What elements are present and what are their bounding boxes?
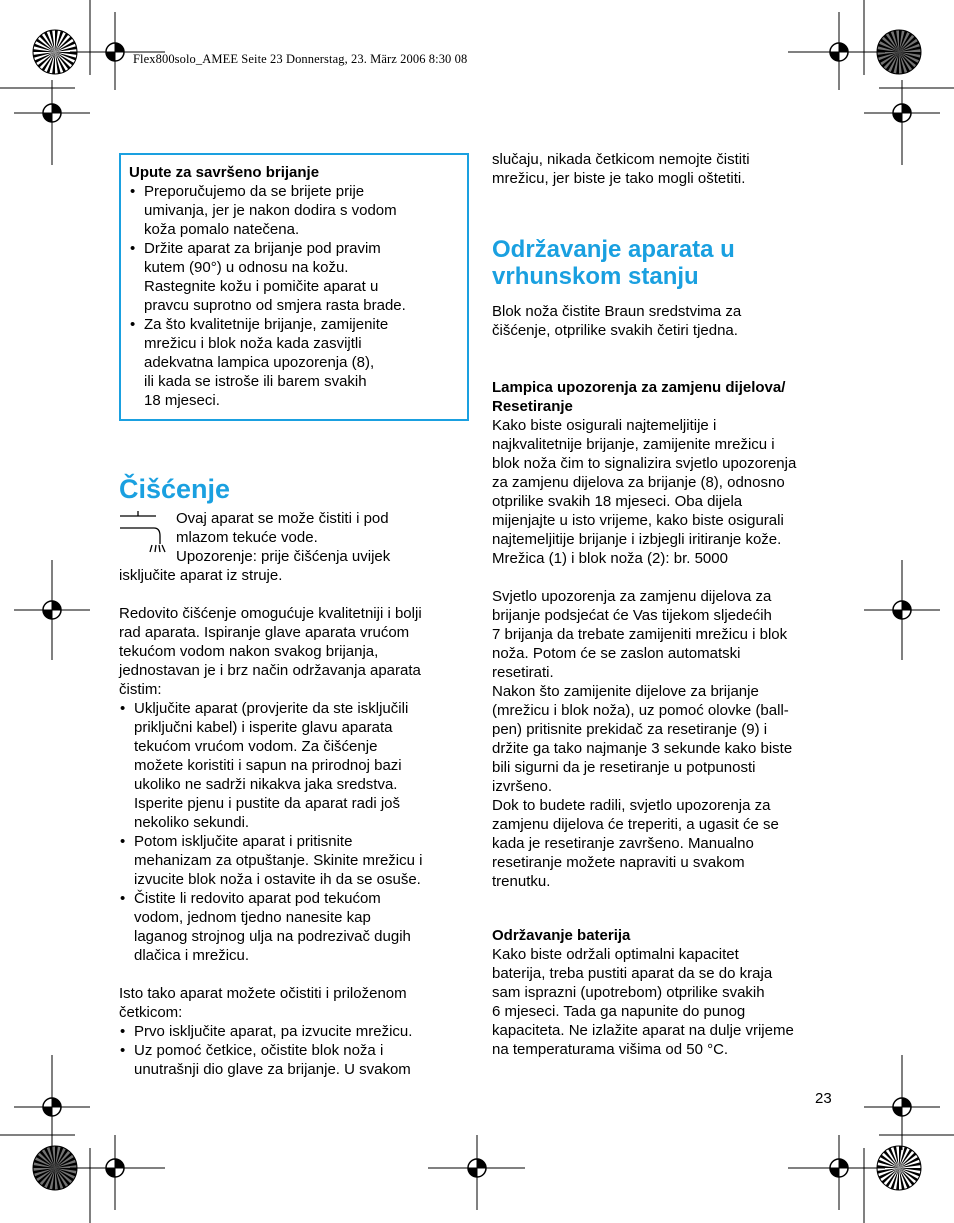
list-item-line: ili kada se istroše ili barem svakih [144,373,367,390]
text-line: Dok to budete radili, svjetlo upozorenja za [492,797,771,814]
text-line: zamjenu dijelova će treperiti, a ugasit će se [492,816,779,833]
water-note [176,509,466,566]
list-item-line: • Uz pomoć četkice, očistite blok noža i [134,1042,384,1059]
list-item-line: • Uključite aparat (provjerite da ste isključili [134,700,409,717]
tip-box [119,153,469,421]
list-item-line: • Za što kvalitetnije brijanje, zamijenite [144,316,389,333]
text-line: čišćenje, otprilike svakih četiri tjedna. [492,322,738,339]
battery-paragraph [492,945,842,1059]
text-line: četkicom: [119,1004,183,1021]
list-item-line: nekoliko sekundi. [134,814,250,831]
maintenance-heading [492,236,852,290]
text-line: sam isprazni (upotrebom) otprilike svakih [492,984,765,1001]
text-line: kada je resetiranje završeno. Manualno [492,835,754,852]
text-line: brijanje podsjećat će Vas tijekom sljedećih [492,607,772,624]
text-line: Svjetlo upozorenja za zamjenu dijelova za [492,588,772,605]
list-item-line: priključni kabel) i isperite glavu aparata [134,719,393,736]
list-item [129,239,459,315]
list-item [119,699,469,832]
text-line: mrežicu, jer biste je tako mogli oštetiti. [492,170,746,187]
text-line: blok noža čim to signalizira svjetlo upozorenja [492,455,797,472]
text-line: noža. Potom će se zaslon automatski [492,645,741,662]
text-line: čistim: [119,681,162,698]
list-item-line: umivanja, jer je nakon dodira s vodom [144,202,397,219]
text-line: Nakon što zamijenite dijelove za brijanje [492,683,759,700]
text-line: najtemeljitije brijanje i izbjegli iritiranje kože. [492,531,782,548]
maintenance-heading-line2: vrhunskom stanju [492,263,699,290]
tip-box-title: Upute za savršeno brijanje [129,164,320,181]
list-item [119,889,469,965]
maintenance-heading-line1: Održavanje aparata u [492,236,735,263]
text-line: Ovaj aparat se može čistiti i pod [176,510,389,527]
list-item-line: 18 mjeseci. [144,392,220,409]
list-item-line: • Čistite li redovito aparat pod tekućom [134,890,381,907]
registration-star-icon [877,1146,921,1190]
text-line: resetirati. [492,664,554,681]
battery-section-title: Održavanje baterija [492,927,631,944]
list-item-line: Isperite pjenu i pustite da aparat radi još [134,795,400,812]
text-line: na temperaturama višima od 50 °C. [492,1041,729,1058]
list-item-line: kutem (90°) u odnosu na kožu. [144,259,349,276]
brush-intro [119,984,469,1022]
list-item-line: pravcu suprotno od smjera rasta brade. [144,297,406,314]
cleaning-body [119,604,469,1079]
list-item-line: • Prvo isključite aparat, pa izvucite mrežicu. [134,1023,413,1040]
list-item-line: • Preporučujemo da se brijete prije [144,183,365,200]
text-line: resetiranje možete napraviti u svakom [492,854,745,871]
text-line: pen) pritisnite prekidač za resetiranje (9) i [492,721,768,738]
cleaning-steps [119,699,469,965]
list-item-line: dlačica i mrežicu. [134,947,250,964]
text-line: bili sigurni da je resetiranje u potpunosti [492,759,756,776]
registration-star-icon [877,30,921,74]
registration-star-icon [33,30,77,74]
text-line: rad aparata. Ispiranje glave aparata vrućom [119,624,410,641]
text-line: Mrežica (1) i blok noža (2): br. 5000 [492,550,728,567]
text-line: 6 mjeseci. Tada ga napunite do punog [492,1003,746,1020]
text-line: Kako biste osigurali najtemeljitije i [492,417,717,434]
continuation-text [492,150,842,188]
text-line: slučaju, nikada četkicom nemojte čistiti [492,151,750,168]
text-line: Upozorenje: prije čišćenja uvijek [176,548,391,565]
list-item [129,315,459,410]
title-line: Resetiranje [492,398,573,415]
text-line: tekućom vodom nakon svakog brijanja, [119,643,379,660]
text-line: 7 brijanja da trebate zamijeniti mrežicu i blok [492,626,788,643]
text-line: kapaciteta. Ne izlažite aparat na dulje vrijeme [492,1022,794,1039]
water-tap-icon [118,510,166,554]
list-item-line: laganog strojnog ulja na podrezivač dugih [134,928,411,945]
title-line: Lampica upozorenja za zamjenu dijelova/ [492,379,786,396]
text-line: Isto tako aparat možete očistiti i priloženom [119,985,407,1002]
text-line: Blok noža čistite Braun sredstvima za [492,303,742,320]
list-item [119,832,469,889]
lamp-paragraph-1 [492,416,842,568]
list-item-line: • Potom isključite aparat i pritisnite [134,833,353,850]
text-line: mlazom tekuće vode. [176,529,318,546]
lamp-section-title [492,378,842,416]
text-line: držite ga tako najmanje 3 sekunde kako biste [492,740,793,757]
list-item-line: adekvatna lampica upozorenja (8), [144,354,375,371]
text-line: jednostavan je i brz način održavanja aparata [119,662,421,679]
list-item [119,1041,469,1079]
list-item-line: izvucite blok noža i ostavite ih da se osuše. [134,871,421,888]
list-item-line: tekućom vrućom vodom. Za čišćenje [134,738,378,755]
text-line: izvršeno. [492,778,553,795]
cleaning-heading: Čišćenje [119,474,231,504]
text-line: najkvalitetnije brijanje, zamijenite mrežicu i [492,436,775,453]
list-item-line: • Držite aparat za brijanje pod pravim [144,240,381,257]
page-number: 23 [815,1090,832,1107]
print-slug: Flex800solo_AMEE Seite 23 Donnerstag, 23. März 2006 8:30 08 [133,52,468,66]
registration-star-icon [33,1146,77,1190]
water-note-tail [119,566,469,585]
list-item-line: unutrašnji dio glave za brijanje. U svakom [134,1061,411,1078]
list-item-line: ukoliko ne sadrži nikakva jaka sredstva. [134,776,398,793]
battery-section [492,926,842,1059]
brush-steps [119,1022,469,1079]
text-line: (mrežicu i blok noža), uz pomoć olovke (ball- [492,702,789,719]
maintenance-intro [492,302,842,340]
text-line: trenutku. [492,873,551,890]
tip-bullet-list [129,182,459,410]
list-item-line: možete koristiti i sapun na prirodnoj bazi [134,757,402,774]
water-note-tail-text: isključite aparat iz struje. [119,567,283,584]
list-item [119,1022,469,1041]
text-line: baterija, treba pustiti aparat da se do kraja [492,965,773,982]
cleaning-intro [119,604,469,699]
list-item-line: koža pomalo natečena. [144,221,300,238]
lamp-paragraph-2 [492,587,842,891]
text-line: Kako biste održali optimalni kapacitet [492,946,739,963]
text-line: otprilike svakih 18 mjeseci. Oba dijela [492,493,743,510]
list-item-line: Rastegnite kožu i pomičite aparat u [144,278,379,295]
text-line: Redovito čišćenje omogućuje kvalitetniji i bolji [119,605,422,622]
text-line: mijenjajte u isto vrijeme, kako biste osigurali [492,512,784,529]
list-item-line: vodom, jednom tjedno nanesite kap [134,909,371,926]
list-item [129,182,459,239]
text-line: za zamjenu dijelova za brijanje (8), odnosno [492,474,785,491]
list-item-line: mrežicu i blok noža kada zasvijtli [144,335,362,352]
lamp-section [492,378,842,891]
list-item-line: mehanizam za otpuštanje. Skinite mrežicu i [134,852,423,869]
